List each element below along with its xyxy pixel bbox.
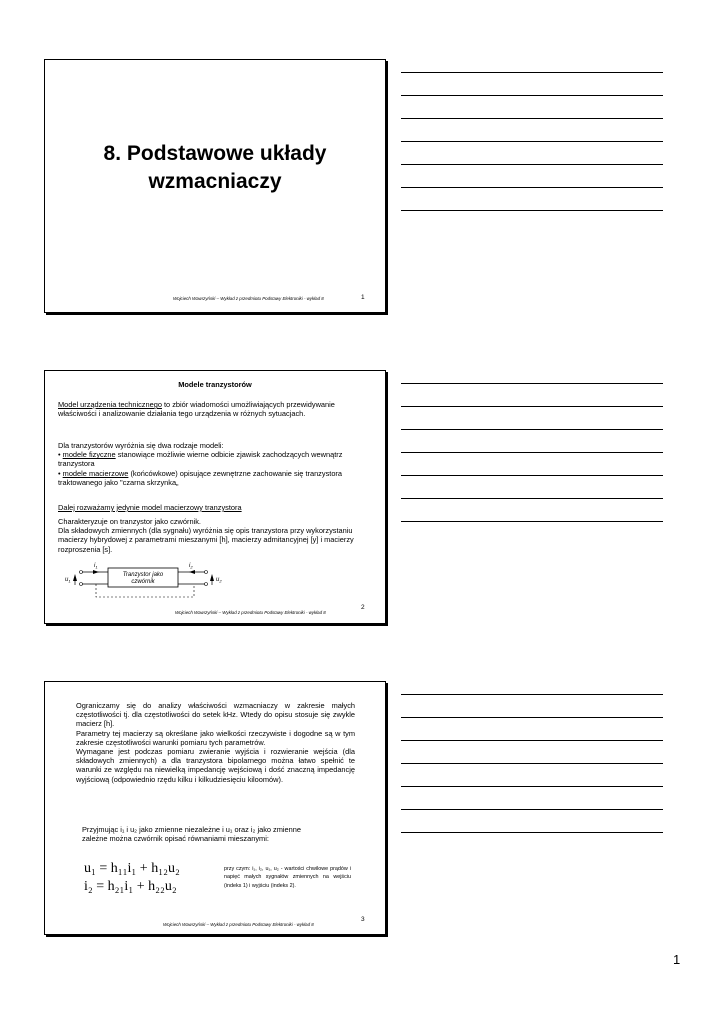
page-number: 1 (673, 952, 681, 967)
bullet-matrix: • modele macierzowe (końcówkowe) opisujące zewnętrzne zachowanie się tranzystora traktowanego jako "czarna skrzynka„ (58, 468, 343, 487)
terminal (205, 583, 208, 586)
types-intro: Dla tranzystorów wyróżnia się dwa rodzaje modeli: (58, 441, 224, 450)
low-freq-text: Ograniczamy się do analizy właściwości wzmacniaczy w zakresie małych częstotliwości tj. dla częstotliwości do setek kHz. Wtedy do opisu stosuje się zwykle macierz [h]. (76, 701, 355, 729)
term-matrix: modele macierzowe (62, 468, 129, 478)
assumption-line-1: Przyjmując i₁ i u₂ jako zmienne niezależne i u₁ oraz i₂ jako zmienne (82, 825, 301, 834)
note-line (401, 763, 663, 764)
quadripole-line: Charakteryzuje on tranzystor jako czwórnik. (58, 517, 201, 526)
label-i2: $i_2$ (189, 563, 193, 570)
paragraph-quadripole (58, 517, 358, 554)
term-physical: modele fizyczne (62, 450, 116, 460)
current-arrow-i2 (189, 570, 195, 574)
slide-footer: Wojciech Wawrzyński – Wykład z przedmiotu Podstawy Elektroniki - wykład 8 (163, 922, 314, 927)
variables-note: przy czym: i₁, i₂, u₁, u₂ - wartości chwilowe prądów i napięć małych sygnałów zmiennych na wejściu (indeks 1) i wyjściu (indeks 2). (224, 866, 351, 889)
note-line (401, 187, 663, 188)
assumption-line-2: zależne można czwórnik opisać równaniami mieszanymi: (82, 834, 269, 844)
equation-2: i₂ = h₂₁i₁ + h₂₂u₂ (84, 879, 177, 894)
slide-2 (44, 370, 386, 624)
note-line (401, 740, 663, 741)
bullet-physical: • modele fizyczne stanowiące możliwie wierne odbicie zjawisk zachodzących wewnątrz tranzystora (58, 450, 343, 469)
slide-3 (44, 681, 386, 935)
note-line (401, 72, 663, 73)
note-line (401, 118, 663, 119)
paragraph-model-definition (58, 400, 358, 418)
current-arrow-i1 (93, 570, 99, 574)
slide-footer: Wojciech Wawrzyński – Wykład z przedmiotu Podstawy Elektroniki - wykład 8 (175, 610, 326, 615)
label-u1: $u_1$ (65, 577, 71, 584)
slide-number: 2 (361, 604, 365, 611)
term-model: Model urządzenia technicznego (58, 400, 162, 409)
note-line (401, 694, 663, 695)
paragraph-low-freq (76, 701, 355, 784)
paragraph-further: Dalej rozważamy jedynie model macierzowy tranzystora (58, 503, 242, 512)
equation-1: u₁ = h₁₁i₁ + h₁₂u₂ (84, 861, 180, 876)
slide-number: 1 (361, 294, 365, 301)
note-line (401, 475, 663, 476)
slide-1 (44, 59, 386, 313)
terminal (205, 571, 208, 574)
parameters-text: Parametry tej macierzy są określane jako wielkości rzeczywiste i dogodne są w tym zakresie częstotliwości warunki pomiaru tych parametrów. (76, 728, 355, 747)
matrices-text: Dla składowych zmiennych (dla sygnału) wyróżnia się opis tranzystora przy wykorzystaniu macierzy hybrydowej z parametrami mieszanymi [h], macierzy admitancyjnej [y] i macierzy rozproszenia [s]. (58, 526, 354, 554)
note-line (401, 521, 663, 522)
note-line (401, 383, 663, 384)
note-line (401, 717, 663, 718)
two-port-diagram (63, 561, 233, 607)
label-i1: $i_1$ (94, 563, 98, 570)
physical-text: stanowiące możliwie wierne odbicie zjawisk zachodzących wewnątrz tranzystora (58, 450, 343, 469)
slide-number: 3 (361, 916, 365, 923)
note-line (401, 406, 663, 407)
paragraph-assumption (82, 825, 372, 843)
box-label-line-2: czwórnik (131, 579, 155, 585)
terminal (80, 571, 83, 574)
box-label-line-1: Tranzystor jako (122, 572, 164, 578)
title-line-1: 8. Podstawowe układy (103, 142, 327, 165)
note-line (401, 498, 663, 499)
note-line (401, 809, 663, 810)
paragraph-model-types (58, 441, 358, 487)
measurement-text: Wymagane jest podczas pomiaru zwieranie wyjścia i rozwieranie wejścia (dla składowych zmiennych) a dla tranzystora bipolarnego można łatwo spełnić te warunki ze względu na niewielką impedancję wejściową i dość znaczną impedancję wyjściową (odpowiednio rzędu kilku i kilkudziesięciu kiloomów). (76, 747, 355, 784)
note-line (401, 452, 663, 453)
label-u2: $u_2$ (216, 577, 222, 584)
note-line (401, 786, 663, 787)
note-line (401, 95, 663, 96)
title-line-2: wzmacniaczy (148, 170, 282, 193)
note-line (401, 832, 663, 833)
note-line (401, 164, 663, 165)
slide-heading: Modele tranzystorów (178, 380, 252, 389)
note-line (401, 210, 663, 211)
voltage-arrow-u2 (210, 574, 214, 581)
matrix-text: (końcówkowe) opisujące zewnętrzne zachowanie się tranzystora traktowanego jako "czarna skrzynka„ (58, 468, 343, 487)
slide-footer: Wojciech Wawrzyński – Wykład z przedmiotu Podstawy Elektroniki - wykład 8 (173, 296, 324, 301)
definition-text: to zbiór wiadomości umożliwiających przewidywanie właściwości i analizowanie działania tego urządzenia w różnych sytuacjach. (58, 400, 335, 419)
slide-title (45, 140, 385, 196)
terminal (80, 583, 83, 586)
note-line (401, 429, 663, 430)
voltage-arrow-u1 (73, 574, 77, 581)
note-line (401, 141, 663, 142)
